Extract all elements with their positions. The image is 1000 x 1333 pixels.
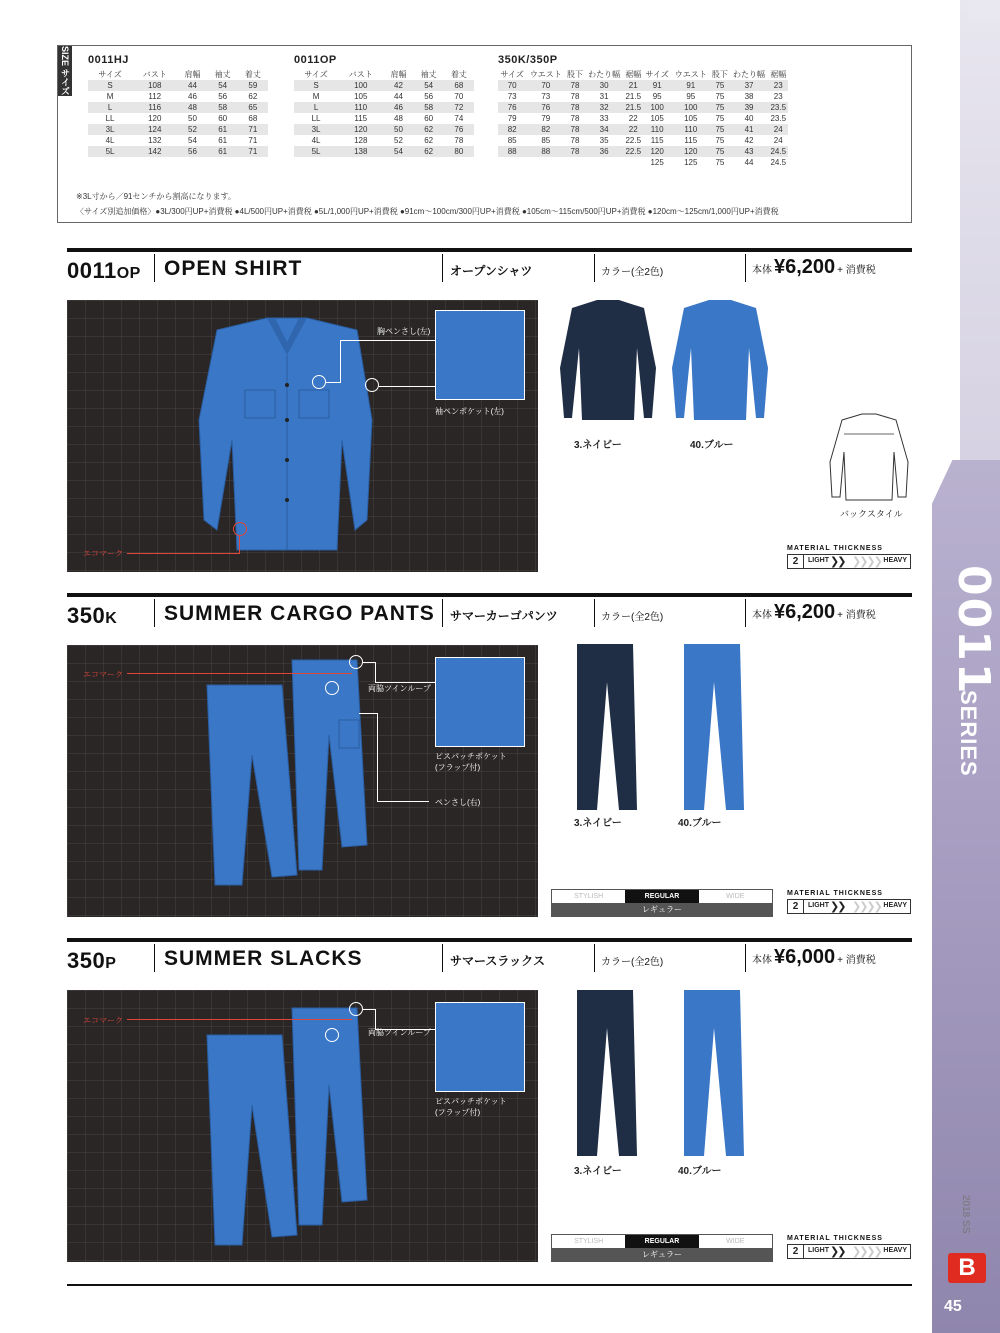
table-row [498,80,788,91]
product-name-jp: サマーカーゴパンツ [450,609,558,623]
table-cell: 75 [715,158,725,167]
product-code: 0011OP [67,258,141,283]
table-header: バスト [348,70,373,79]
table-cell: 23 [768,80,788,91]
color-count: カラー(全2色) [601,957,664,968]
fit-scale-cargo: STYLISH REGULAR WIDE レギュラー [551,889,773,917]
table-cell: 76 [444,124,474,135]
table-cell: 78 [570,92,580,101]
color-label-blue: 40.ブルー [690,440,734,451]
product-code: 350K [67,603,118,628]
table-row [88,124,268,135]
table-cell: 128 [354,136,368,145]
table-cell [565,157,584,168]
table-cell: 3L [88,124,132,135]
color-label-blue: 40.ブルー [678,818,722,829]
cargo-navy [565,642,645,814]
table-cell: 78 [454,136,464,145]
table-cell: 82 [526,124,565,135]
table-header: わたり幅 [588,70,621,79]
shirt-photo-panel [67,300,538,572]
thickness-scale-slacks: MATERIAL THICKNESS 2 LIGHT ❯❯ ❯❯❯❯ HEAVY [787,1235,911,1259]
table-row [88,113,268,124]
table-cell: 21 [624,80,643,91]
fit-scale-slacks: STYLISH REGULAR WIDE レギュラー [551,1234,773,1262]
section-divider [67,248,912,252]
product-name: SUMMER SLACKS [164,947,363,970]
table-row [294,113,474,124]
table-cell: 75 [715,136,725,145]
series-word: SERIES [956,690,981,777]
table-cell: 75 [710,80,729,91]
table-header: 袖丈 [214,70,231,79]
table-cell: 110 [338,102,383,113]
table-cell: 34 [585,124,624,135]
table-cell: 75 [710,124,729,135]
table-cell: M [312,92,320,101]
table-cell: 105 [354,92,368,101]
table-cell: 60 [424,114,434,123]
table-cell: 70 [454,92,464,101]
thickness-scale-cargo: MATERIAL THICKNESS 2 LIGHT ❯❯ ❯❯❯❯ HEAVY [787,890,911,914]
table-cell: 52 [177,124,207,135]
bottom-divider [67,1284,912,1286]
table-cell: 54 [383,146,413,157]
table-header: バスト [142,70,167,79]
product-name-jp: オープンシャツ [450,264,533,278]
table-cell: 80 [444,146,474,157]
table-cell: 76 [526,102,565,113]
callout-patch-pocket: ピスパッチポケット (フラップ付) [435,1097,507,1117]
table-header: サイズ [304,70,328,79]
table-cell: 30 [585,80,624,91]
table-cell: L [88,102,132,113]
table-row [498,91,788,102]
table-cell: 43 [730,146,769,157]
table-cell: 58 [208,102,238,113]
table-row [498,146,788,157]
size-table-350k-350p [498,54,788,168]
table-cell: 5L [88,146,132,157]
table-row [294,102,474,113]
product-name: OPEN SHIRT [164,257,303,280]
table-row [498,124,788,135]
table-cell: 4L [105,136,115,145]
callout-chest-pen: 胸ペンさし(左) [377,327,431,336]
table-cell: 61 [208,146,238,157]
color-label-navy: 3.ネイビー [574,818,622,829]
brand-logo: B [948,1253,986,1283]
product-price: 本体 ¥6,000 + 消費税 [752,946,876,968]
table-cell: 88 [498,146,526,157]
table-cell: 60 [218,114,228,123]
table-cell: 50 [188,114,197,123]
size-table-0011op [294,54,474,157]
table-cell: 71 [248,136,258,145]
table-cell: 24 [768,124,788,135]
slacks-blue [672,988,752,1160]
table-cell: 21.5 [625,103,642,112]
table-cell: 35 [599,136,609,145]
table-cell: 132 [148,136,162,145]
table-cell: 48 [177,102,207,113]
table-cell: 110 [643,124,671,135]
table-cell: 44 [177,80,207,91]
table-cell: 44 [394,92,403,101]
table-cell: 68 [248,114,258,123]
table-cell: 59 [238,80,268,91]
table-cell: 73 [507,92,517,101]
table-cell: 62 [414,146,444,157]
table-cell: 37 [730,80,769,91]
table-title: 350K/350P [498,54,558,66]
table-cell: 58 [414,102,444,113]
table-title: 0011OP [294,54,337,66]
table-cell: 31 [599,92,609,101]
size-chart [57,45,912,223]
table-cell: 32 [585,102,624,113]
table-row [88,80,268,91]
table-cell: 115 [650,136,664,145]
table-cell: 22.5 [625,147,642,156]
table-cell: 75 [710,102,729,113]
table-row [498,157,788,168]
table-row [88,146,268,157]
table-cell: 52 [394,136,403,145]
table-cell: 120 [338,124,383,135]
table-cell: 115 [354,114,368,123]
table-cell: 75 [715,114,725,123]
shirt-blue [664,298,776,426]
size-table-0011hj [88,54,268,157]
table-cell: 61 [208,124,238,135]
slacks-photo-panel [67,990,538,1262]
table-cell: 24.5 [770,158,787,167]
table-cell: 54 [188,136,197,145]
table-cell: 116 [132,102,177,113]
table-cell: M [106,92,114,101]
color-count: カラー(全2色) [601,612,664,623]
section-divider [67,938,912,942]
table-header: 裾幅 [770,70,787,79]
table-header: 着丈 [450,70,467,79]
table-header: 裾幅 [625,70,642,79]
size-tag: SIZE サイズ [60,46,70,96]
table-cell: 61 [218,136,228,145]
color-count: カラー(全2色) [601,267,664,278]
table-row [498,135,788,146]
table-cell: 65 [238,102,268,113]
table-cell: 42 [383,80,413,91]
table-cell: 62 [424,136,434,145]
table-cell: 75 [710,146,729,157]
table-cell: 110 [671,124,710,135]
table-cell: 78 [565,80,584,91]
table-cell: 100 [671,102,710,113]
table-cell: 46 [188,92,197,101]
table-cell: 71 [238,124,268,135]
table-cell: S [88,80,132,91]
table-row [294,91,474,102]
table-cell: 76 [498,102,526,113]
table-header: 袖丈 [420,70,437,79]
table-cell: 79 [541,114,551,123]
table-cell [585,157,624,168]
table-row [294,124,474,135]
table-cell: 100 [643,102,671,113]
table-cell: 105 [684,114,698,123]
table-cell: 142 [132,146,177,157]
table-cell: 125 [650,158,664,167]
table-cell: 85 [541,136,551,145]
year-tag: 2018 SS [960,1195,971,1234]
table-row [294,135,474,146]
table-cell: 112 [148,92,162,101]
table-cell: 3L [294,124,338,135]
table-cell: 48 [394,114,403,123]
color-label-navy: 3.ネイビー [574,440,622,451]
table-cell: 38 [744,92,754,101]
series-number: 0011 [948,565,999,696]
table-cell: 54 [414,80,444,91]
table-cell: 68 [444,80,474,91]
table-cell: 24.5 [770,147,787,156]
table-cell: 73 [541,92,551,101]
callout-eco-mark: エコマーク [83,670,123,679]
table-cell: 56 [177,146,207,157]
table-header: 肩幅 [184,70,201,79]
table-cell: 5L [294,146,338,157]
cargo-photo-panel [67,645,538,917]
table-header: サイズ [645,70,669,79]
table-cell: 23.5 [770,103,787,112]
table-cell: 41 [730,124,769,135]
table-cell: 39 [730,102,769,113]
table-cell: 50 [383,124,413,135]
product-code: 350P [67,948,117,973]
product-name: SUMMER CARGO PANTS [164,602,435,625]
series-label [940,565,999,785]
table-cell: 105 [650,114,664,123]
table-cell: 120 [148,114,162,123]
table-cell: 75 [715,92,725,101]
table-cell: 22 [628,114,638,123]
detail-photo-pocket [435,657,525,747]
table-header: 着丈 [244,70,261,79]
color-label-navy: 3.ネイビー [574,1166,622,1177]
table-cell: 70 [526,80,565,91]
table-cell: 91 [671,80,710,91]
table-cell: LL [105,114,115,123]
table-cell: 79 [507,114,517,123]
shirt-back-sketch [822,412,916,504]
table-cell: 120 [643,146,671,157]
table-row [498,113,788,124]
table-cell: 91 [643,80,671,91]
table-header: サイズ [500,70,524,79]
table-row [88,91,268,102]
table-cell: 78 [565,146,584,157]
section-divider [67,593,912,597]
table-cell: 36 [585,146,624,157]
table-cell: 56 [424,92,434,101]
table-cell: 108 [132,80,177,91]
table-cell: 24 [773,136,783,145]
callout-eco-mark: エコマーク [83,549,123,558]
table-header: サイズ [98,70,122,79]
table-row [88,135,268,146]
table-cell: 125 [684,158,698,167]
table-cell: 120 [671,146,710,157]
product-price: 本体 ¥6,200 + 消費税 [752,256,876,278]
size-note: ※3L寸から／91センチから割高になります。 [76,192,236,201]
shirt-navy [552,298,664,426]
thickness-scale-shirt: MATERIAL THICKNESS 2 LIGHT ❯❯ ❯❯❯❯ HEAVY [787,545,911,569]
table-cell: 124 [132,124,177,135]
table-cell: 62 [248,92,258,101]
table-cell: 115 [684,136,698,145]
table-cell: 74 [454,114,464,123]
table-row [498,102,788,113]
table-header: 股下 [711,70,728,79]
table-cell: 85 [507,136,517,145]
table-cell: 54 [208,80,238,91]
table-header: 股下 [566,70,583,79]
table-cell: 138 [338,146,383,157]
table-cell: 70 [498,80,526,91]
page-number: 45 [944,1298,962,1315]
table-cell: 4L [311,136,321,145]
table-cell: 56 [218,92,228,101]
callout-twin-loop: 両脇ツインループ [368,1028,431,1037]
size-price-note: 〈サイズ別追加価格〉●3L/300円UP+消費税 ●4L/500円UP+消費税 ●5L/1,000円UP+消費税 ●91cm〜100cm/300円UP+消費税 ●105cm〜115cm/500円UP+消費税 ●120cm〜125cm/1,000円UP+消費税 [76,207,779,216]
cargo-blue [672,642,752,814]
product-name-jp: サマースラックス [450,954,546,968]
table-row [294,80,474,91]
table-cell: 40 [744,114,754,123]
table-cell: 78 [565,102,584,113]
product-price: 本体 ¥6,200 + 消費税 [752,601,876,623]
table-cell: 22.5 [625,136,642,145]
table-cell: 78 [565,124,584,135]
callout-sleeve-pocket: 袖ペンポケット(左) [435,407,504,416]
callout-twin-loop: 両脇ツインループ [368,684,431,693]
slacks-navy [565,988,645,1160]
table-cell: 88 [526,146,565,157]
table-cell: 22 [624,124,643,135]
table-cell: 71 [238,146,268,157]
back-style-label: バックスタイル [840,509,903,519]
table-cell: 78 [570,136,580,145]
table-cell: 82 [498,124,526,135]
table-cell [498,157,526,168]
table-cell: 23.5 [770,114,787,123]
table-cell: 95 [652,92,662,101]
table-cell: 62 [414,124,444,135]
table-row [88,102,268,113]
callout-eco-mark: エコマーク [83,1016,123,1025]
detail-photo-pocket [435,1002,525,1092]
color-label-blue: 40.ブルー [678,1166,722,1177]
table-header: わたり幅 [733,70,766,79]
detail-photo-chest [435,310,525,400]
table-row [294,146,474,157]
table-header: 肩幅 [390,70,407,79]
table-cell [526,157,565,168]
table-title: 0011HJ [88,54,129,66]
table-cell: 72 [444,102,474,113]
table-header: ウエスト [529,70,562,79]
table-cell: LL [311,114,321,123]
table-cell: 23 [773,92,783,101]
callout-patch-pocket: ピスパッチポケット (フラップ付) [435,752,507,772]
table-cell: 95 [686,92,696,101]
callout-pen-holder: ペンさし(右) [435,798,481,807]
table-cell: 78 [570,114,580,123]
table-header: ウエスト [674,70,707,79]
table-cell: 100 [338,80,383,91]
table-cell: L [294,102,338,113]
table-cell: S [294,80,338,91]
table-cell: 21.5 [625,92,642,101]
table-cell: 33 [599,114,609,123]
table-cell [624,157,643,168]
table-cell: 42 [744,136,754,145]
table-cell: 44 [744,158,754,167]
table-cell: 46 [383,102,413,113]
